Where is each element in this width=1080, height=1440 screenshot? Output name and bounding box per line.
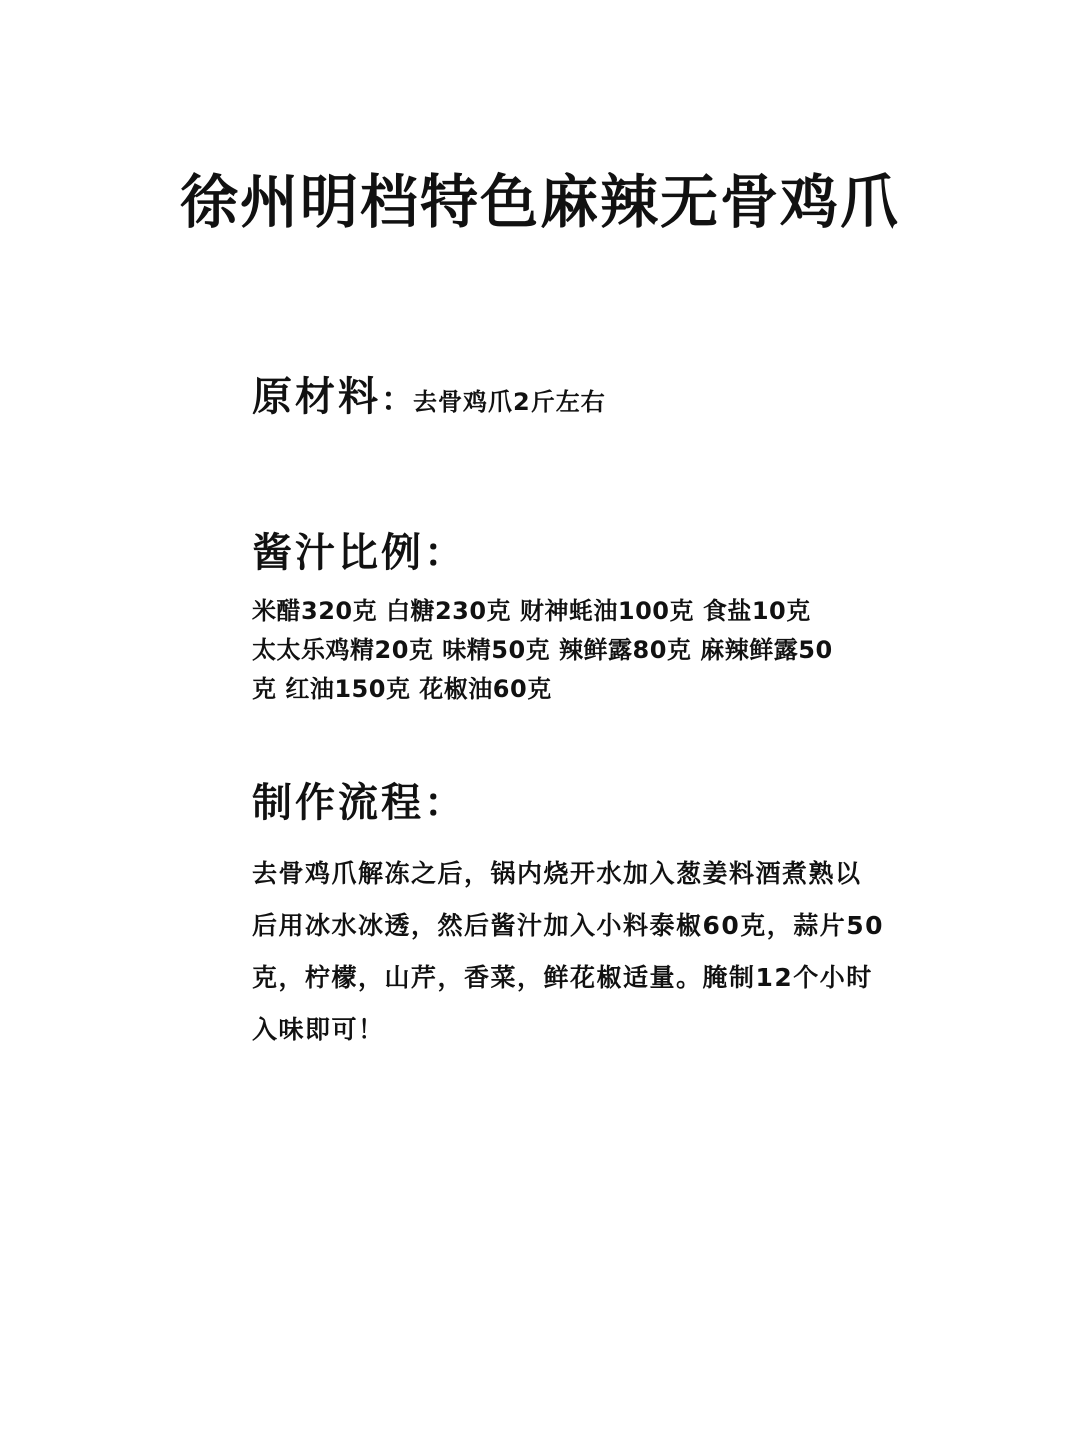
sauce-colon: ： [424,530,467,576]
sauce-ingredients-text: 米醋320克 白糖230克 财神蚝油100克 食盐10克 太太乐鸡精20克 味精50克 辣鲜露80克 麻辣鲜露50克 红油150克 花椒油60克 [252,597,833,703]
sauce-heading: 酱汁比例 [252,530,424,576]
materials-value: 去骨鸡爪2斤左右 [413,388,606,416]
materials-heading: 原材料 [252,374,381,420]
process-section [252,778,892,1056]
process-steps-text: 去骨鸡爪解冻之后，锅内烧开水加入葱姜料酒煮熟以后用冰水冰透，然后酱汁加入小料泰椒60克，蒜片50克，柠檬，山芹，香菜，鲜花椒适量。腌制12个小时入味即可！ [252,859,885,1044]
page-title: 徐州明档特色麻辣无骨鸡爪 [179,168,900,236]
materials-section [252,372,892,422]
materials-colon: ： [381,380,414,418]
sauce-section [252,528,892,709]
process-heading: 制作流程 [252,780,424,826]
process-colon: ： [424,780,467,826]
